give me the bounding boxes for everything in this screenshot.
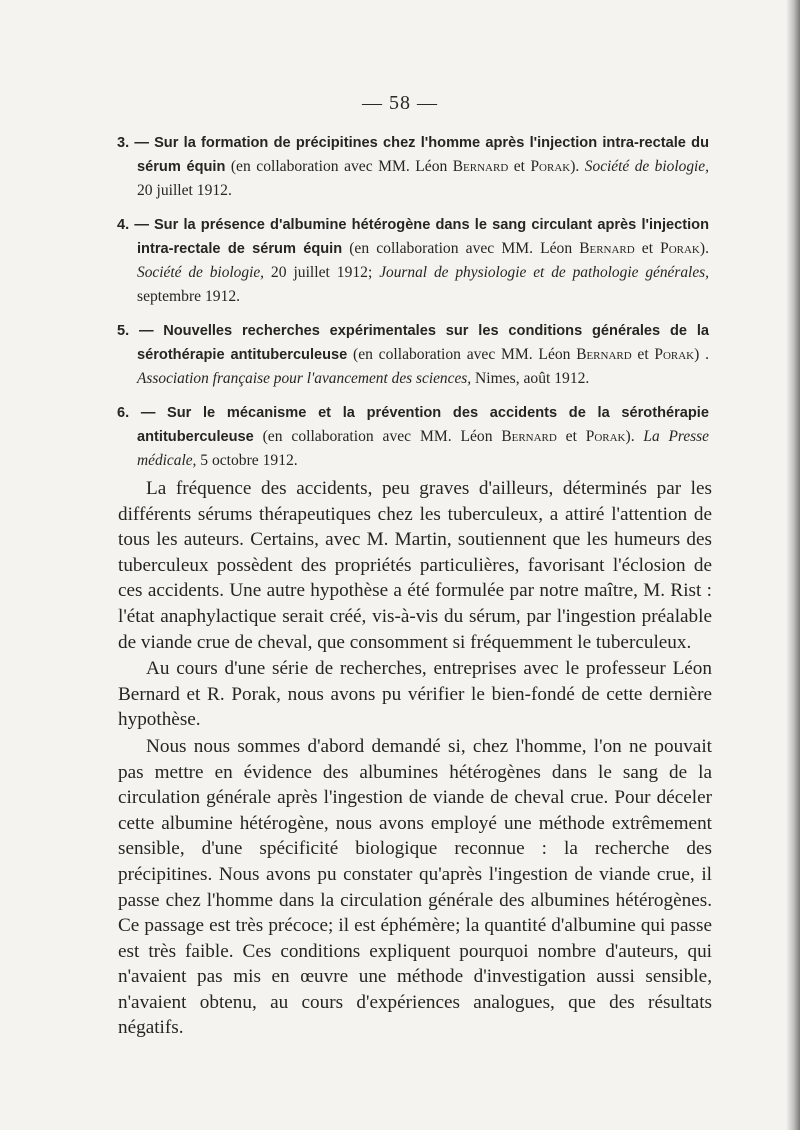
reference-conj: et	[565, 428, 577, 445]
reference-date: septembre 1912.	[137, 288, 241, 305]
reference-author: Porak	[654, 346, 695, 363]
page-number: — 58 —	[362, 92, 438, 114]
reference-number: 4. —	[117, 217, 149, 233]
reference-item	[117, 401, 709, 473]
reference-date: Nimes, août 1912.	[474, 370, 590, 387]
reference-item	[117, 213, 709, 309]
reference-journal: Société de biologie,	[584, 158, 709, 175]
reference-collab-end: ).	[570, 158, 580, 175]
body-text	[118, 476, 712, 1042]
reference-collab-end: ).	[699, 240, 709, 257]
reference-journal: La Presse médicale,	[137, 428, 709, 469]
reference-collab: (en collaboration avec MM. Léon	[349, 240, 573, 257]
reference-date: 5 octobre 1912.	[200, 452, 298, 469]
reference-conj: et	[641, 240, 654, 257]
reference-collab-end: ) .	[694, 346, 709, 363]
body-paragraph: Nous nous sommes d'abord demandé si, chez l'homme, l'on ne pouvait pas mettre en évidence des albumines hétérogènes dans le sang de la circulation générale après l'ingestion de viande de cheval crue. Pour déceler cette albumine hétérogène, nous avons employé une méthode extrêmement sensible, d'une spécificité biologique reconnue : la recherche des précipitines. Nous avons pu constater qu'après l'ingestion de viande crue, il passe chez l'homme dans la circulation générale des albumines hétérogènes. Ce passage est très précoce; il est éphémère; la quantité d'albumine qui passe est très faible. Ces conditions expliquent pourquoi nombre d'auteurs, qui n'avaient pas mis en œuvre une méthode d'investigation aussi sensible, n'avaient obtenu, au cours d'expériences analogues, que des résultats négatifs.	[118, 735, 712, 1039]
reference-journal: Journal de physiologie et de pathologie générales,	[379, 264, 709, 281]
reference-date: 20 juillet 1912;	[270, 264, 373, 281]
reference-collab: (en collaboration avec MM. Léon	[262, 428, 493, 445]
reference-item	[117, 319, 709, 391]
reference-collab: (en collaboration avec MM. Léon	[230, 158, 448, 175]
reference-journal: Société de biologie,	[137, 264, 265, 281]
reference-title: Sur le mécanisme et la prévention des accidents de la sérothérapie antituberculeuse	[137, 405, 709, 445]
reference-number: 6. —	[117, 405, 156, 421]
reference-date: 20 juillet 1912.	[137, 182, 232, 199]
reference-title: Sur la formation de précipitines chez l'homme après l'injection intra-rectale du sérum équin	[137, 135, 709, 175]
reference-author: Bernard	[579, 240, 635, 257]
reference-list	[117, 131, 709, 483]
reference-author: Porak	[530, 158, 571, 175]
reference-collab-end: ).	[625, 428, 635, 445]
reference-collab: (en collaboration avec MM. Léon	[353, 346, 571, 363]
reference-number: 3. —	[117, 135, 150, 151]
body-paragraph: Au cours d'une série de recherches, entreprises avec le professeur Léon Bernard et R. Porak, nous avons pu vérifier le bien-fondé de cette dernière hypothèse.	[118, 658, 712, 731]
reference-conj: et	[637, 346, 649, 363]
body-paragraph: La fréquence des accidents, peu graves d'ailleurs, déterminés par les différents sérums thérapeutiques chez les tuberculeux, a attiré l'attention de tous les auteurs. Certains, avec M. Martin, soutiennent que les humeurs des tuberculeux possèdent des propriétés particulières, favorisant l'éclosion de ces accidents. Une autre hypothèse a été formulée par notre maître, M. Rist : l'état anaphylactique serait créé, vis-à-vis du sérum, par l'ingestion préalable de viande crue de cheval, que consomment si fréquemment le tuberculeux.	[118, 478, 712, 653]
reference-author: Porak	[585, 428, 626, 445]
reference-journal: Association française pour l'avancement des sciences,	[137, 370, 472, 387]
reference-author: Bernard	[452, 158, 509, 175]
reference-item	[117, 131, 709, 203]
reference-conj: et	[513, 158, 526, 175]
page-edge-shadow	[786, 0, 800, 1130]
reference-title: Sur la présence d'albumine hétérogène dans le sang circulant après l'injection intra-rectale de sérum équin	[137, 217, 709, 257]
reference-author: Bernard	[576, 346, 632, 363]
reference-author: Bernard	[501, 428, 557, 445]
reference-number: 5. —	[117, 323, 154, 339]
reference-title: Nouvelles recherches expérimentales sur les conditions générales de la sérothérapie antituberculeuse	[137, 323, 709, 363]
reference-author: Porak	[660, 240, 700, 257]
